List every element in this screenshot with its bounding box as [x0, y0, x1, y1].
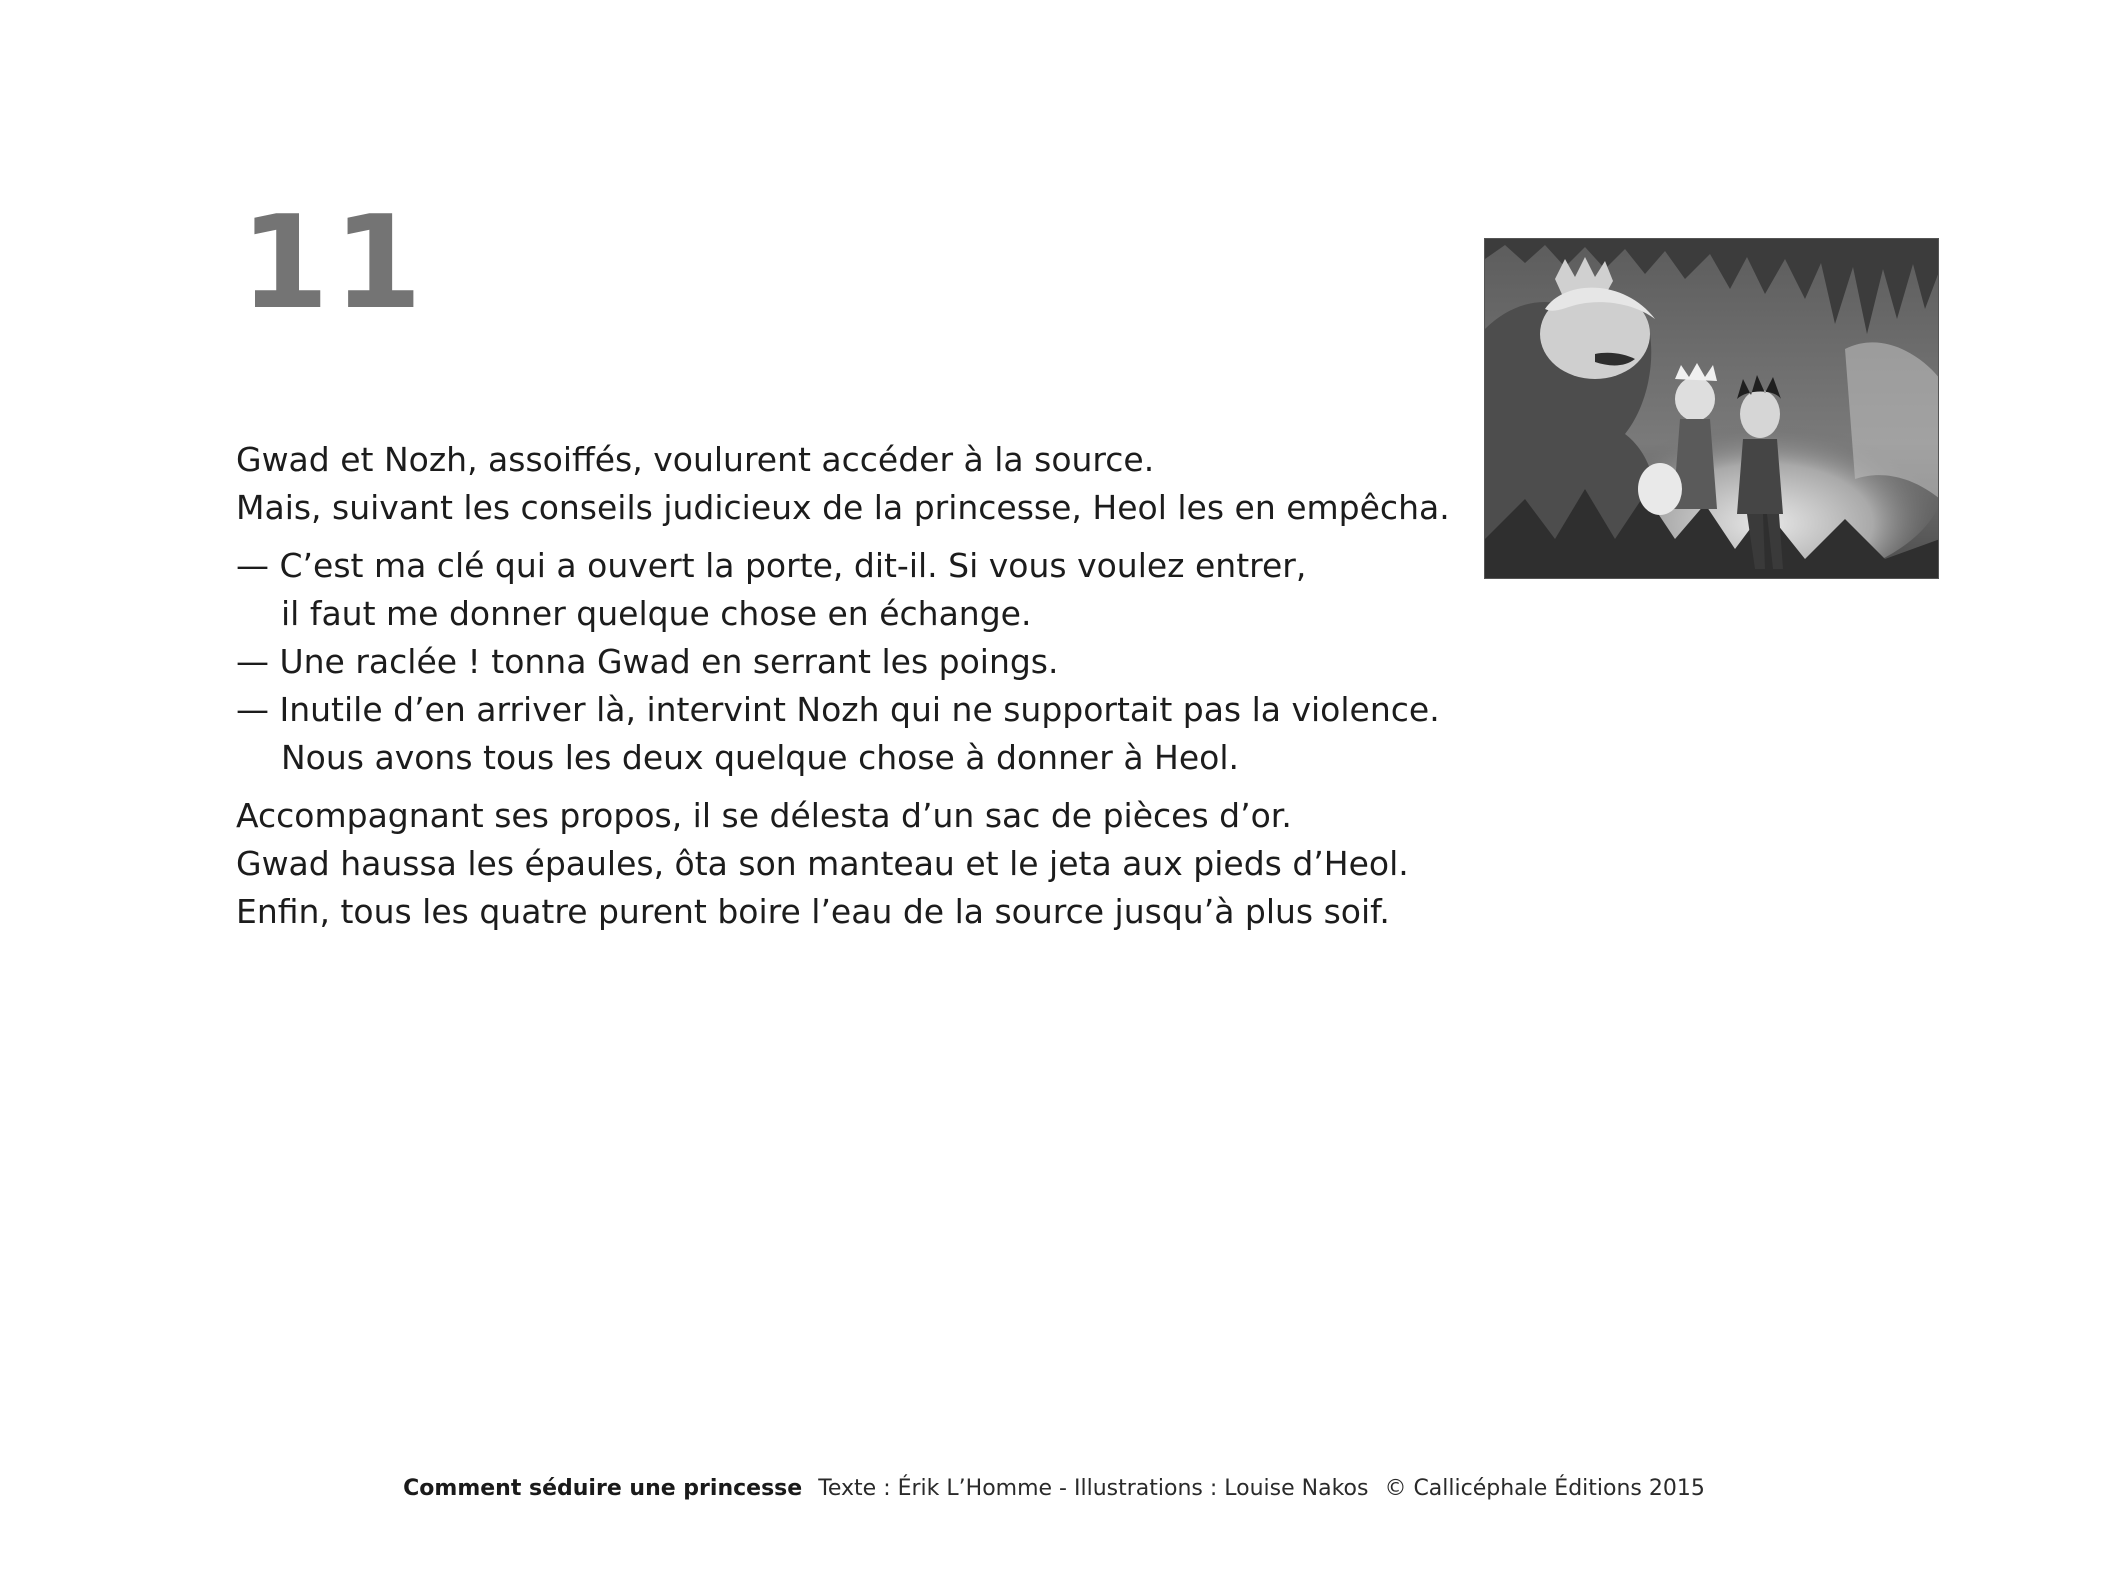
book-title: Comment séduire une princesse — [403, 1476, 803, 1501]
credits-text: Texte : Érik L’Homme - Illustrations : Louise Nakos — [818, 1476, 1369, 1501]
story-line: il faut me donner quelque chose en échange. — [281, 594, 1032, 633]
story-line: — Inutile d’en arriver là, intervint Nozh qui ne supportait pas la violence. — [236, 690, 1440, 729]
story-paragraph — [236, 436, 1456, 532]
story-line: Enfin, tous les quatre purent boire l’eau de la source jusqu’à plus soif. — [236, 892, 1390, 931]
story-line: Nous avons tous les deux quelque chose à donner à Heol. — [281, 738, 1240, 777]
story-line: — Une raclée ! tonna Gwad en serrant les poings. — [236, 642, 1059, 681]
copyright-text: © Callicéphale Éditions 2015 — [1384, 1476, 1705, 1501]
story-line: Mais, suivant les conseils judicieux de la princesse, Heol les en empêcha. — [236, 488, 1450, 527]
story-line: Gwad haussa les épaules, ôta son manteau et le jeta aux pieds d’Heol. — [236, 844, 1409, 883]
illustration-drawing — [1485, 239, 1939, 579]
story-paragraph — [236, 792, 1456, 936]
story-line: Accompagnant ses propos, il se délesta d’un sac de pièces d’or. — [236, 796, 1292, 835]
story-paragraph — [236, 542, 1456, 782]
page-number: 11 — [240, 189, 427, 338]
story-text — [236, 436, 1456, 936]
story-line: Gwad et Nozh, assoiffés, voulurent accéder à la source. — [236, 440, 1155, 479]
story-line: — C’est ma clé qui a ouvert la porte, dit-il. Si vous voulez entrer, — [236, 546, 1307, 585]
footer-credits — [0, 1476, 2108, 1501]
story-illustration — [1484, 238, 1939, 579]
